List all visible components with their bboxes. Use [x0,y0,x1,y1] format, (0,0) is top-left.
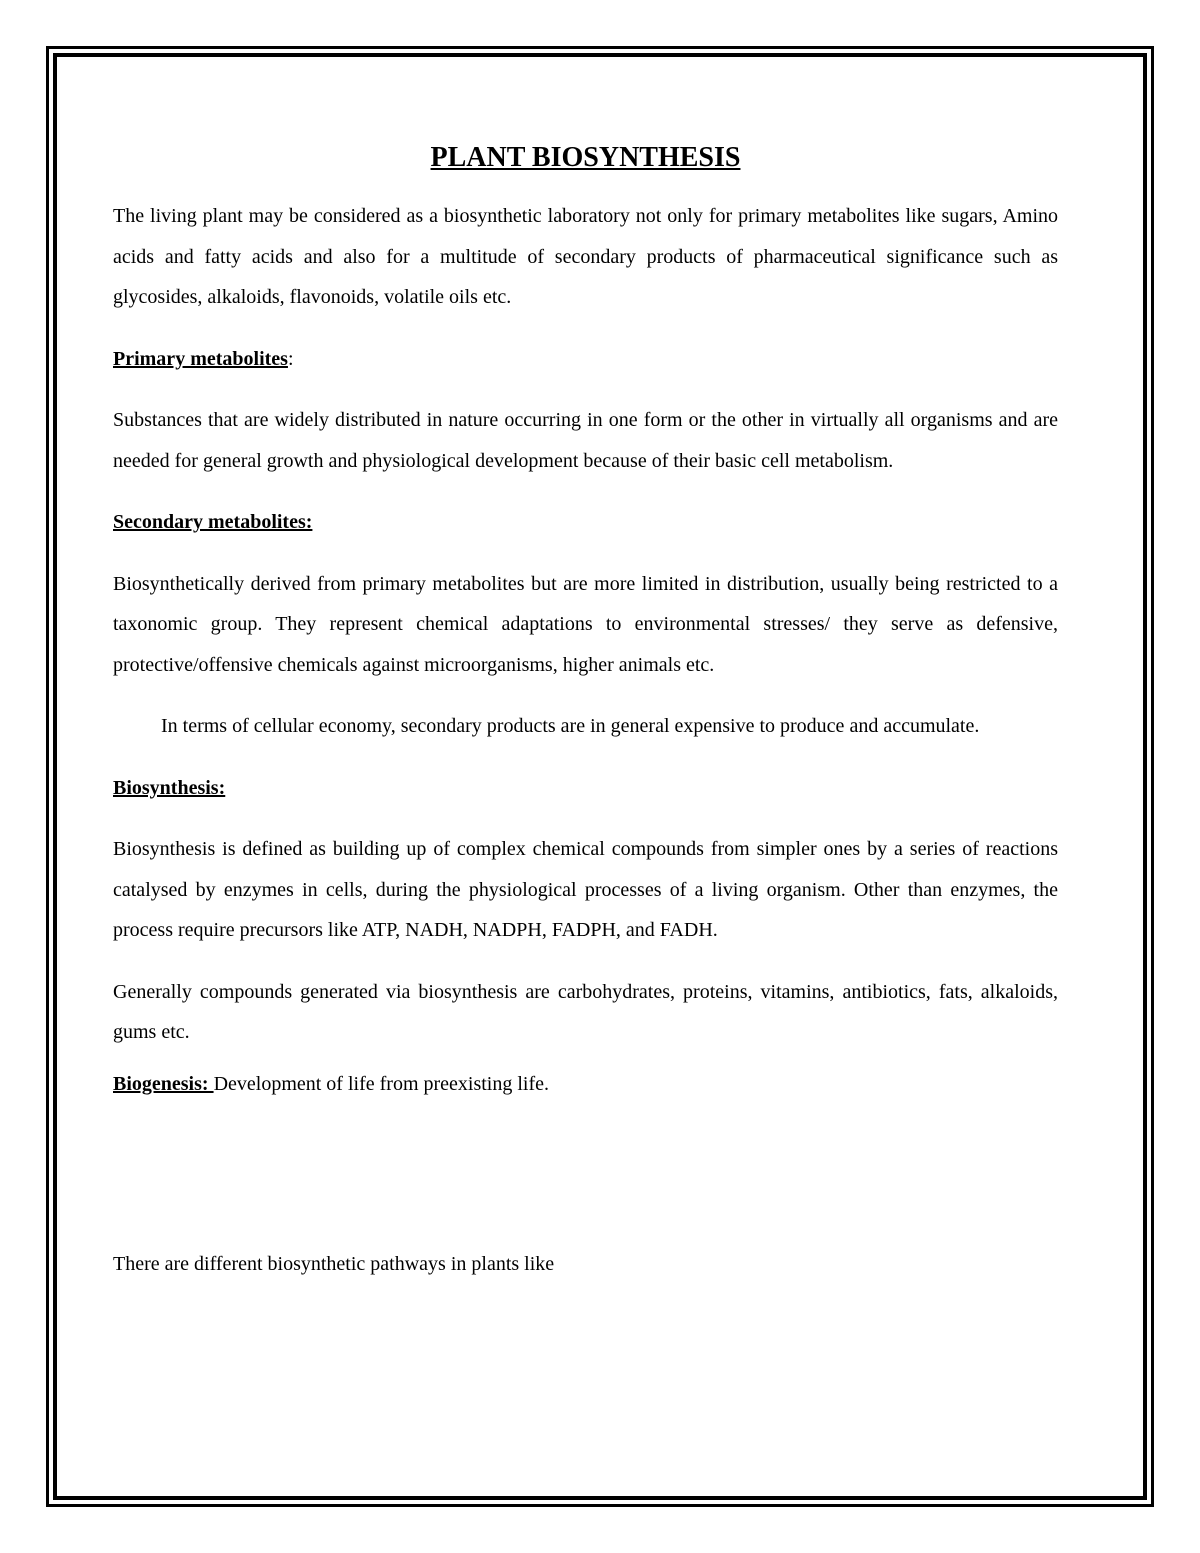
primary-metabolites-heading-line [113,339,1058,380]
biogenesis-definition: Development of life from preexisting life. [213,1072,550,1095]
primary-heading-colon: : [287,347,294,370]
document-title: PLANT BIOSYNTHESIS [430,142,741,173]
pathways-intro: There are different biosynthetic pathways in plants like [113,1253,555,1275]
compounds-paragraph: Generally compounds generated via biosynthesis are carbohydrates, proteins, vitamins, antibiotics, fats, alkaloids, gums etc. [113,980,1058,1043]
intro-paragraph: The living plant may be considered as a biosynthetic laboratory not only for primary metabolites like sugars, Amino acids and fatty acids and also for a multitude of secondary products of pharmaceutical significance such as glycosides, alkaloids, flavonoids, volatile oils etc. [113,205,1058,308]
cellular-economy-paragraph: In terms of cellular economy, secondary products are in general expensive to produce and accumulate. [161,715,980,737]
primary-metabolites-heading: Primary metabolites [113,347,288,370]
biogenesis-heading: Biogenesis: [113,1072,214,1095]
secondary-metabolites-heading: Secondary metabolites: [113,511,313,533]
biogenesis-line [113,1064,1058,1105]
biosynthesis-heading: Biosynthesis: [113,776,226,799]
document-body [113,138,1058,1285]
primary-metabolites-paragraph: Substances that are widely distributed in nature occurring in one form or the other in virtually all organisms and are needed for general growth and physiological development because of their basic cell metabolism. [113,409,1058,472]
secondary-metabolites-paragraph: Biosynthetically derived from primary metabolites but are more limited in distribution, usually being restricted to a taxonomic group. They represent chemical adaptations to environmental stresses/ they serve as defensive, protective/offensive chemicals against microorganisms, higher animals etc. [113,572,1058,676]
biosynthesis-paragraph: Biosynthesis is defined as building up of complex chemical compounds from simpler ones by a series of reactions catalysed by enzymes in cells, during the physiological processes of a living organism. Other than enzymes, the process require precursors like ATP, NADH, NADPH, FADPH, and FADH. [113,838,1058,941]
